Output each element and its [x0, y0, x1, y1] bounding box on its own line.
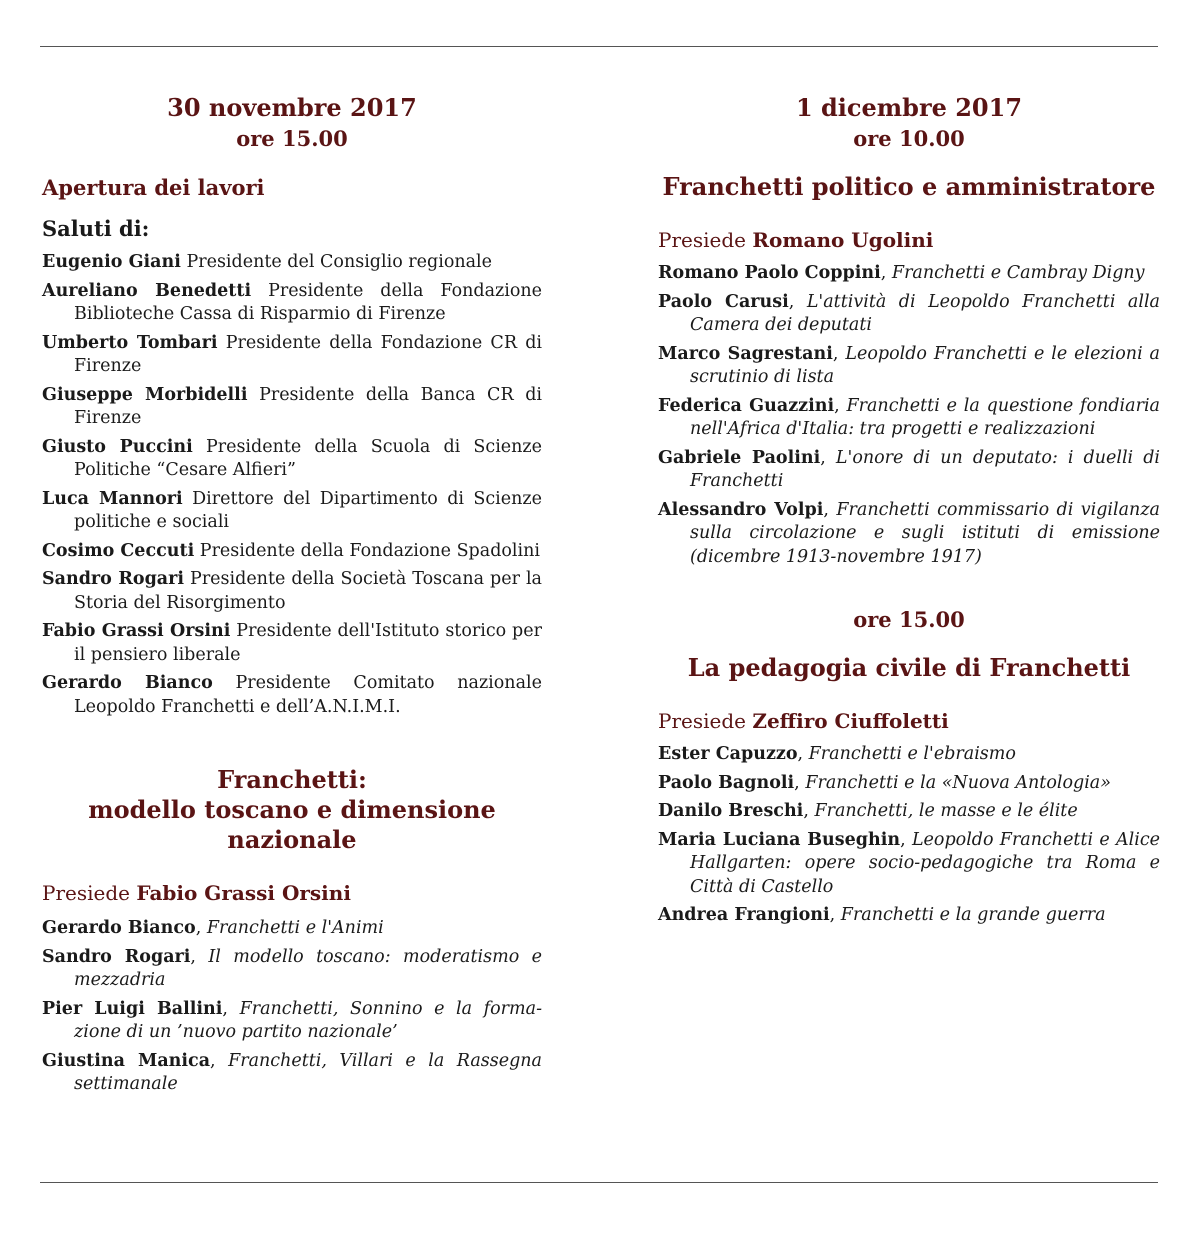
- talk-title: L'onore di un deputato: i duelli di Franchetti: [690, 447, 1161, 491]
- chair-name: Romano Ugolini: [752, 228, 934, 252]
- speaker-name: Giusto Puccini: [42, 436, 193, 457]
- speaker-name: Fabio Grassi Orsini: [42, 621, 231, 641]
- left-time: ore 15.00: [236, 126, 348, 151]
- greeting-item: [42, 384, 542, 431]
- left-session-title-line2: modello toscano e dimensione nazionale: [88, 795, 496, 854]
- speaker-name: Aureliano Benedetti: [42, 280, 252, 301]
- talk-item: Gerardo Bianco, Franchetti e l'Animi: [42, 918, 384, 938]
- greeting-item: [42, 620, 542, 667]
- speaker-name: Luca Mannori: [42, 488, 183, 509]
- talk-item: Alessandro Volpi, Franchetti commissario di vigilanza sulla circolazione e sugli istituti di emissione (dicembre 1913-novembre 1917): [658, 499, 1160, 567]
- talk-title: Franchetti, le masse e le élite: [814, 801, 1078, 821]
- speaker-name: Sandro Rogari: [42, 569, 185, 589]
- talk-title: Leopoldo Franchetti e le elezioni a scrutinio di lista: [690, 343, 1160, 387]
- talk-speaker: Federica Guazzini: [658, 395, 835, 416]
- talk-item: Paolo Carusi, L'attività di Leopoldo Franchetti alla Camera dei deputati: [658, 291, 1160, 335]
- talk-title: Franchetti e la questione fondiaria nell'Africa d'Italia: tra progetti e realizzazioni: [690, 395, 1160, 439]
- talk-speaker: Gerardo Bianco: [42, 918, 196, 938]
- talk-speaker: Ester Capuzzo: [658, 744, 798, 764]
- talk-item: Andrea Frangioni, Franchetti e la grande guerra: [658, 905, 1106, 925]
- talk-item: Romano Paolo Coppini, Franchetti e Cambray Digny: [658, 263, 1145, 283]
- speaker-role: Presidente della Banca CR di Firenze: [74, 384, 542, 428]
- left-session-title: [42, 765, 542, 855]
- greeting-item: [42, 568, 542, 615]
- talk-title: Leopoldo Franchetti e Alice Hallgarten: opere socio-pedagogiche tra Roma e Città di Castello: [690, 829, 1160, 897]
- left-date: 30 novembre 2017: [167, 93, 417, 122]
- greetings-heading: Saluti di:: [42, 216, 150, 241]
- speaker-role: Presidente della Società Toscana per la Storia del Risorgimento: [74, 569, 542, 613]
- talk-speaker: Danilo Breschi: [658, 801, 804, 821]
- right-date: 1 dicembre 2017: [795, 93, 1023, 122]
- speaker-role: Presidente dell'Istituto storico per il pensiero liberale: [74, 621, 542, 665]
- talk-speaker: Alessandro Volpi: [658, 499, 824, 520]
- greeting-item: [42, 280, 542, 327]
- talk-item: Paolo Bagnoli, Franchetti e la «Nuova Antologia»: [658, 772, 1111, 793]
- top-divider: [40, 46, 1158, 47]
- talk-speaker: Giustina Manica: [42, 1050, 211, 1071]
- right-session2-title: La pedagogia civile di Franchetti: [687, 653, 1131, 682]
- greetings-list: [42, 251, 542, 719]
- talk-title: Franchetti e la grande guerra: [840, 905, 1106, 925]
- speaker-role: Presidente della Scuola di Scienze Politiche “Cesare Alfieri”: [74, 436, 542, 480]
- talk-item: Danilo Breschi, Franchetti, le masse e le élite: [658, 801, 1078, 821]
- talk-speaker: Paolo Carusi: [658, 291, 789, 312]
- talk-speaker: Andrea Frangioni: [658, 905, 830, 925]
- chair-label: Presiede: [658, 228, 746, 252]
- greeting-item: [42, 488, 542, 535]
- right-time: ore 10.00: [853, 126, 965, 151]
- greeting-item: [42, 672, 542, 719]
- greeting-item: [42, 540, 542, 564]
- left-session-talks: [42, 917, 542, 1097]
- speaker-name: Umberto Tombari: [42, 332, 218, 353]
- talk-item: Sandro Rogari, Il modello toscano: moderatismo e mezzadria: [42, 946, 542, 990]
- chair-label: Presiede: [42, 881, 130, 905]
- right-session1-title: Franchetti politico e amministratore: [662, 172, 1156, 201]
- talk-speaker: Gabriele Paolini: [658, 447, 821, 468]
- talk-speaker: Pier Luigi Ballini: [42, 998, 223, 1019]
- talk-title: Franchetti e l'ebraismo: [808, 744, 1016, 764]
- talk-title: Franchetti, Sonnino e la forma-zione di un ’nuovo partito nazionale’: [74, 998, 542, 1042]
- left-column: [42, 92, 542, 1102]
- opening-heading: Apertura dei lavori: [42, 175, 265, 200]
- speaker-role: Presidente della Fondazione Biblioteche Cassa di Risparmio di Firenze: [74, 280, 543, 324]
- speaker-name: Giuseppe Morbidelli: [42, 384, 248, 405]
- chair-name: Zeffiro Ciuffoletti: [752, 709, 949, 733]
- talk-title: Franchetti e Cambray Digny: [891, 263, 1145, 283]
- talk-title: Il modello toscano: moderatismo e mezzadria: [74, 946, 542, 990]
- right-session2-talks: [658, 743, 1160, 928]
- right-session1-chair: [658, 226, 1160, 254]
- speaker-role: Direttore del Dipartimento di Scienze politiche e sociali: [74, 488, 542, 532]
- talk-title: Franchetti e la «Nuova Antologia»: [805, 772, 1111, 793]
- talk-speaker: Maria Luciana Buseghin: [658, 829, 901, 850]
- talk-speaker: Romano Paolo Coppini: [658, 263, 881, 283]
- talk-item: Federica Guazzini, Franchetti e la questione fondiaria nell'Africa d'Italia: tra progetti e realizzazioni: [658, 395, 1160, 439]
- greeting-item: [42, 436, 542, 483]
- left-session-title-line1: Franchetti:: [217, 765, 367, 794]
- right-session2-chair: [658, 707, 1160, 735]
- talk-speaker: Marco Sagrestani: [658, 343, 833, 364]
- speaker-name: Gerardo Bianco: [42, 673, 213, 693]
- talk-item: Ester Capuzzo, Franchetti e l'ebraismo: [658, 744, 1016, 764]
- talk-item: Maria Luciana Buseghin, Leopoldo Franchetti e Alice Hallgarten: opere socio-pedagogiche tra Roma e Città di Castello: [658, 829, 1160, 897]
- chair-label: Presiede: [658, 709, 746, 733]
- talk-title: Franchetti, Villari e la Rassegna settimanale: [74, 1050, 542, 1094]
- left-session-chair: [42, 879, 542, 907]
- speaker-name: Eugenio Giani: [42, 252, 181, 272]
- talk-title: L'attività di Leopoldo Franchetti alla Camera dei deputati: [690, 291, 1160, 335]
- speaker-role: Presidente della Fondazione CR di Firenze: [74, 332, 542, 376]
- right-time2: ore 15.00: [853, 607, 965, 632]
- talk-speaker: Paolo Bagnoli: [658, 772, 795, 793]
- talk-speaker: Sandro Rogari: [42, 946, 191, 967]
- greeting-item: [42, 332, 542, 379]
- talk-title: Franchetti commissario di vigilanza sulla circolazione e sugli istituti di emissione (dicembre 1913-novembre 1917): [690, 499, 1160, 567]
- right-column: [658, 92, 1160, 933]
- greeting-item: [42, 251, 542, 275]
- speaker-role: Presidente Comitato nazionale Leopoldo Franchetti e dell’A.N.I.M.I.: [74, 673, 542, 717]
- talk-item: Marco Sagrestani, Leopoldo Franchetti e le elezioni a scrutinio di lista: [658, 343, 1160, 387]
- talk-item: Giustina Manica, Franchetti, Villari e la Rassegna settimanale: [42, 1050, 542, 1094]
- talk-item: Pier Luigi Ballini, Franchetti, Sonnino e la forma-zione di un ’nuovo partito nazionale’: [42, 998, 542, 1042]
- chair-name: Fabio Grassi Orsini: [136, 881, 351, 905]
- talk-item: Gabriele Paolini, L'onore di un deputato: i duelli di Franchetti: [658, 447, 1161, 491]
- speaker-role: Presidente del Consiglio regionale: [186, 252, 493, 272]
- speaker-role: Presidente della Fondazione Spadolini: [199, 540, 540, 561]
- right-session1-talks: [658, 262, 1160, 569]
- talk-title: Franchetti e l'Animi: [206, 918, 384, 938]
- speaker-name: Cosimo Ceccuti: [42, 540, 195, 561]
- bottom-divider: [40, 1182, 1158, 1183]
